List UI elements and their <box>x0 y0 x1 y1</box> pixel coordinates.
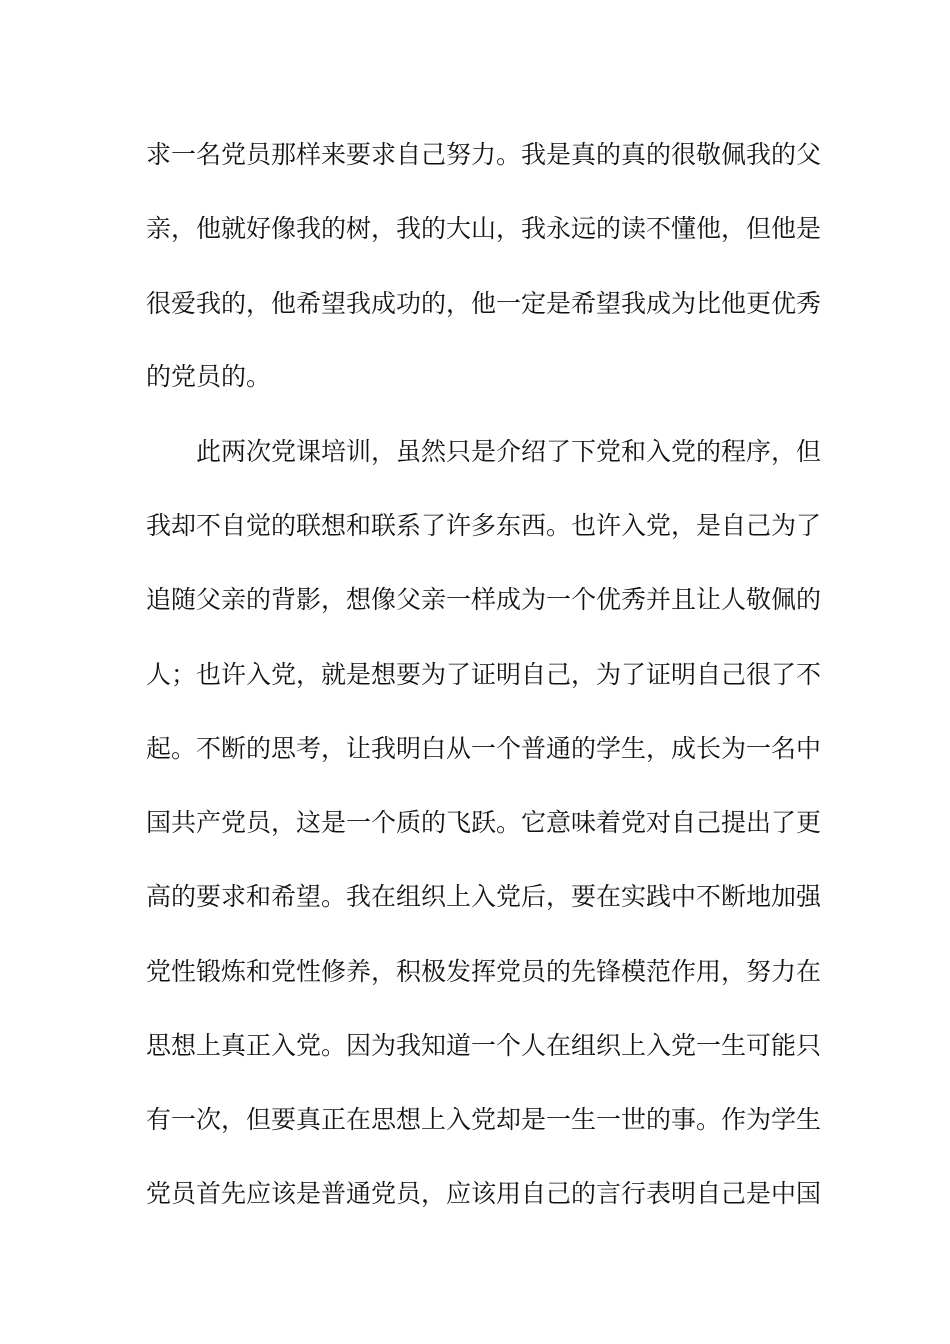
text-line: 国共产党员，这是一个质的飞跃。它意味着党对自己提出了更 <box>146 808 822 837</box>
text-line: 起。不断的思考，让我明白从一个普通的学生，成长为一名中 <box>146 734 822 763</box>
text-line: 追随父亲的背影，想像父亲一样成为一个优秀并且让人敬佩的 <box>146 585 822 614</box>
text-line: 的党员的。 <box>146 362 272 391</box>
text-line: 亲，他就好像我的树，我的大山，我永远的读不懂他，但他是 <box>146 214 822 243</box>
text-line: 很爱我的，他希望我成功的，他一定是希望我成为比他更优秀 <box>146 289 822 318</box>
text-line: 高的要求和希望。我在组织上入党后，要在实践中不断地加强 <box>146 882 822 911</box>
text-line: 思想上真正入党。因为我知道一个人在组织上入党一生可能只 <box>146 1031 822 1060</box>
paragraph-start-line: 此两次党课培训，虽然只是介绍了下党和入党的程序，但 <box>196 437 822 466</box>
text-line: 人；也许入党，就是想要为了证明自己，为了证明自己很了不 <box>146 660 822 689</box>
text-line: 求一名党员那样来要求自己努力。我是真的真的很敬佩我的父 <box>146 140 822 169</box>
text-line: 党性锻炼和党性修养，积极发挥党员的先锋模范作用，努力在 <box>146 957 822 986</box>
text-line: 我却不自觉的联想和联系了许多东西。也许入党，是自己为了 <box>146 511 822 540</box>
text-line: 党员首先应该是普通党员，应该用自己的言行表明自己是中国 <box>146 1179 822 1208</box>
text-line: 有一次，但要真正在思想上入党却是一生一世的事。作为学生 <box>146 1105 822 1134</box>
